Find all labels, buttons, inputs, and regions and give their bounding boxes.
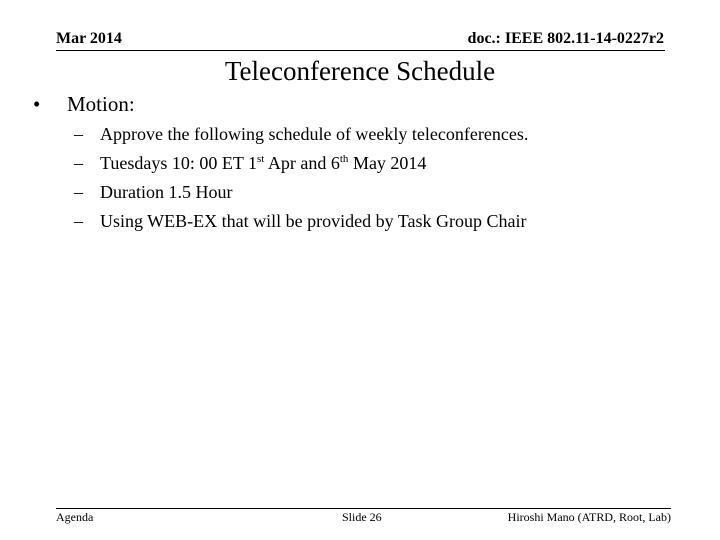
sub-bullet-text: Approve the following schedule of weekly teleconferences. — [100, 124, 529, 144]
dash-marker: – — [74, 182, 83, 202]
main-bullet-text: Motion: — [67, 92, 135, 116]
header-divider — [56, 50, 665, 51]
sub-bullet-list — [74, 120, 528, 236]
slide-title: Teleconference Schedule — [224, 56, 496, 86]
footer-section: Agenda — [56, 510, 94, 524]
sub-bullet-text-part: Tuesdays 10: 00 ET 1 — [100, 153, 258, 173]
sub-bullet-item — [74, 149, 528, 178]
ordinal-suffix: st — [257, 153, 265, 165]
dash-marker: – — [74, 153, 83, 173]
sub-bullet-text: Using WEB-EX that will be provided by Task Group Chair — [100, 211, 527, 231]
dash-marker: – — [74, 211, 83, 231]
sub-bullet-item — [74, 207, 528, 236]
ordinal-suffix: th — [339, 153, 349, 165]
header-date: Mar 2014 — [56, 30, 122, 47]
sub-bullet-text: Duration 1.5 Hour — [100, 182, 233, 202]
bullet-marker: • — [33, 92, 41, 116]
footer-slide-number: Slide 26 — [342, 510, 382, 524]
main-bullet — [33, 90, 135, 118]
footer-author: Hiroshi Mano (ATRD, Root, Lab) — [507, 510, 671, 524]
sub-bullet-text-part: Apr and 6 — [264, 153, 340, 173]
sub-bullet-text-part: May 2014 — [348, 153, 427, 173]
sub-bullet-item — [74, 120, 528, 149]
dash-marker: – — [74, 124, 83, 144]
sub-bullet-item — [74, 178, 528, 207]
header-document-id: doc.: IEEE 802.11-14-0227r2 — [467, 30, 664, 47]
